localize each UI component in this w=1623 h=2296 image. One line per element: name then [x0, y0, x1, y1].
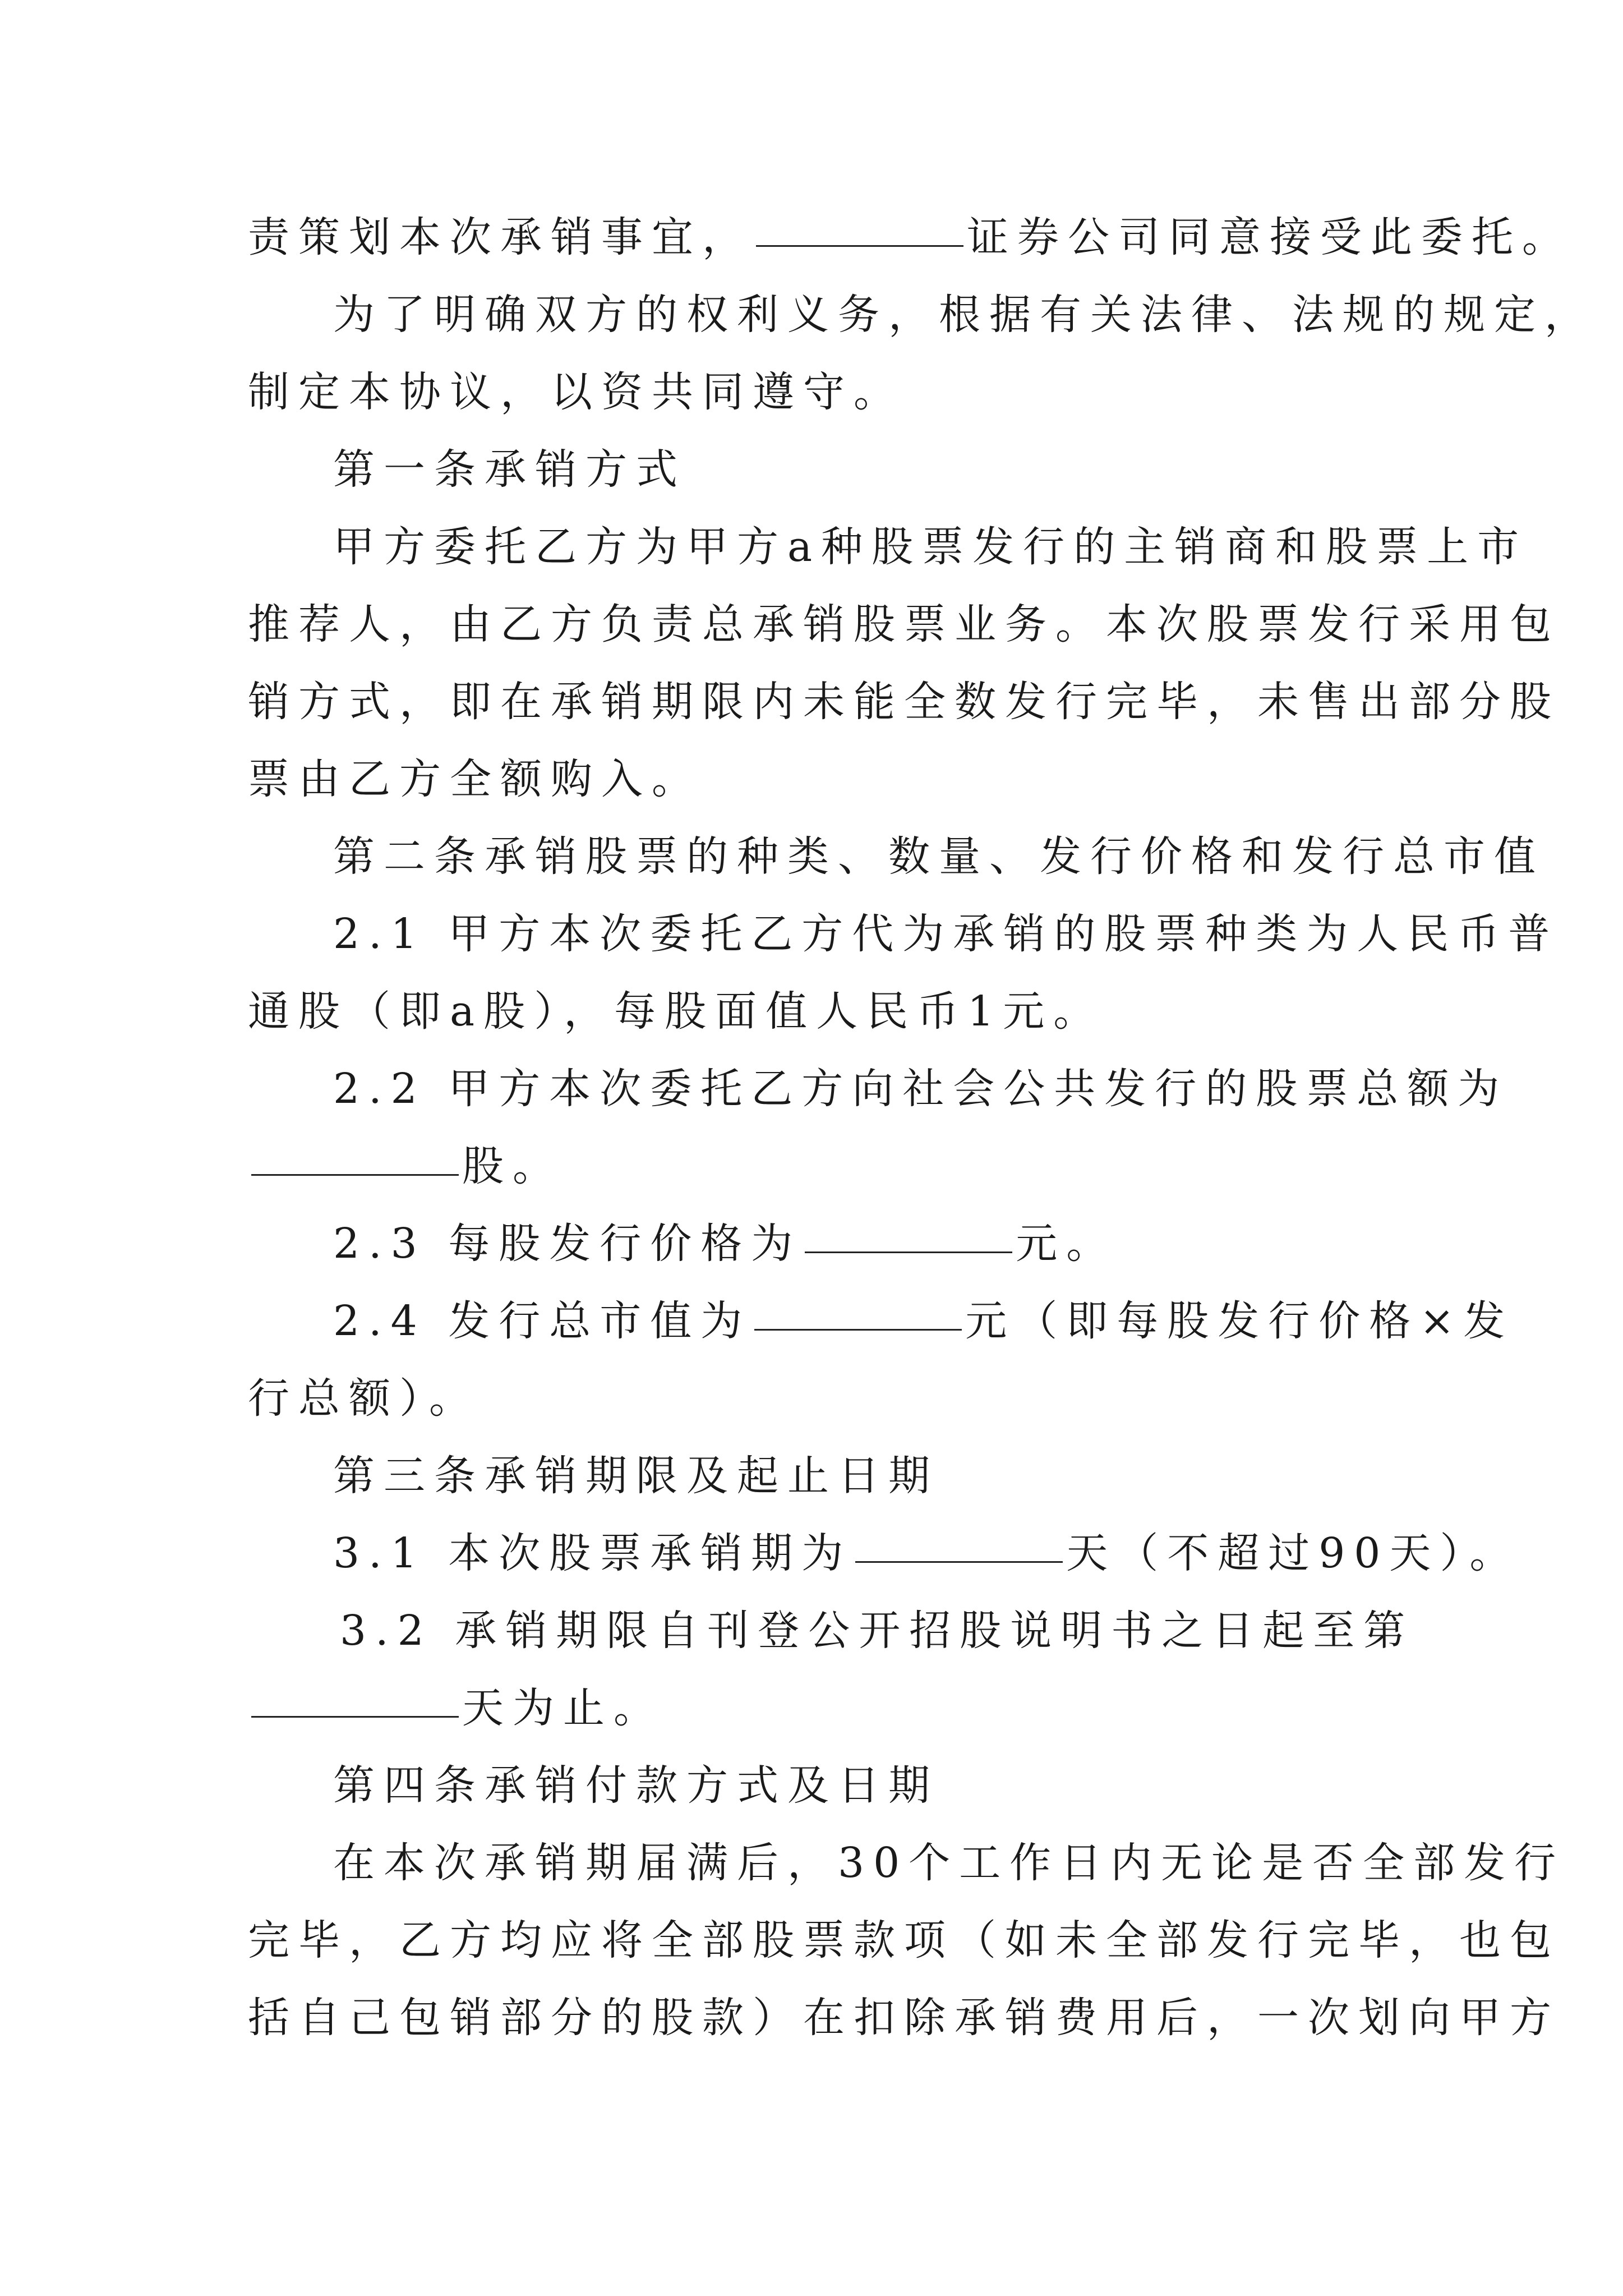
fill-in-blank: [805, 1218, 1012, 1253]
text-line: [248, 206, 1573, 268]
text-line: 完毕，乙方均应将全部股票款项（如未全部发行完毕，也包: [248, 1916, 1560, 1964]
line-text-before-blank: 2.4 发行总市值为: [333, 1297, 751, 1345]
line-text-after-blank: 元（即每股发行价格×发: [965, 1297, 1514, 1345]
text-line: 行总额）。: [248, 1374, 479, 1423]
article-heading: 第三条承销期限及起止日期: [333, 1452, 939, 1500]
article-heading: 第四条承销付款方式及日期: [333, 1761, 939, 1810]
fill-in-blank: [251, 1682, 459, 1718]
fill-in-blank: [855, 1527, 1063, 1563]
text-line: 2.2 甲方本次委托乙方向社会公共发行的股票总额为: [333, 1065, 1509, 1113]
text-line: [333, 1290, 1514, 1352]
text-line: 制定本协议，以资共同遵守。: [248, 368, 904, 416]
text-line: 通股（即a股），每股面值人民币1元。: [248, 987, 1104, 1036]
text-line: 销方式，即在承销期限内未能全数发行完毕，未售出部分股: [248, 678, 1560, 726]
article-heading: 第二条承销股票的种类、数量、发行价格和发行总市值: [333, 832, 1544, 881]
text-line: 在本次承销期届满后，30个工作日内无论是否全部发行: [333, 1839, 1565, 1887]
line-text-after-blank: 股。: [462, 1142, 563, 1190]
line-text-after-blank: 证券公司同意接受此委托。: [967, 213, 1573, 261]
fill-in-blank: [754, 1295, 962, 1331]
text-line: 3.2 承销期限自刊登公开招股说明书之日起至第: [340, 1607, 1414, 1655]
text-line: [248, 1135, 563, 1197]
text-line: 为了明确双方的权利义务，根据有关法律、法规的规定，: [333, 291, 1595, 339]
text-line: 推荐人，由乙方负责总承销股票业务。本次股票发行采用包: [248, 600, 1560, 648]
line-text-before-blank: 3.1 本次股票承销期为: [333, 1529, 852, 1577]
line-text-after-blank: 天（不超过90天）。: [1066, 1529, 1520, 1577]
text-line: [333, 1522, 1520, 1584]
line-text-before-blank: 责策划本次承销事宜，: [248, 213, 753, 261]
line-text-after-blank: 天为止。: [462, 1684, 664, 1732]
text-line: 2.1 甲方本次委托乙方代为承销的股票种类为人民币普: [333, 910, 1559, 958]
line-text-before-blank: 2.3 每股发行价格为: [333, 1220, 802, 1268]
article-heading: 第一条承销方式: [333, 445, 686, 494]
text-line: 括自己包销部分的股款）在扣除承销费用后，一次划向甲方: [248, 1994, 1560, 2042]
fill-in-blank: [251, 1140, 459, 1176]
text-line: [333, 1213, 1117, 1274]
text-line: 甲方委托乙方为甲方a种股票发行的主销商和股票上市: [333, 523, 1528, 571]
text-line: [248, 1677, 664, 1739]
fill-in-blank: [756, 211, 963, 247]
text-line: 票由乙方全额购入。: [248, 755, 702, 803]
line-text-after-blank: 元。: [1016, 1220, 1117, 1268]
